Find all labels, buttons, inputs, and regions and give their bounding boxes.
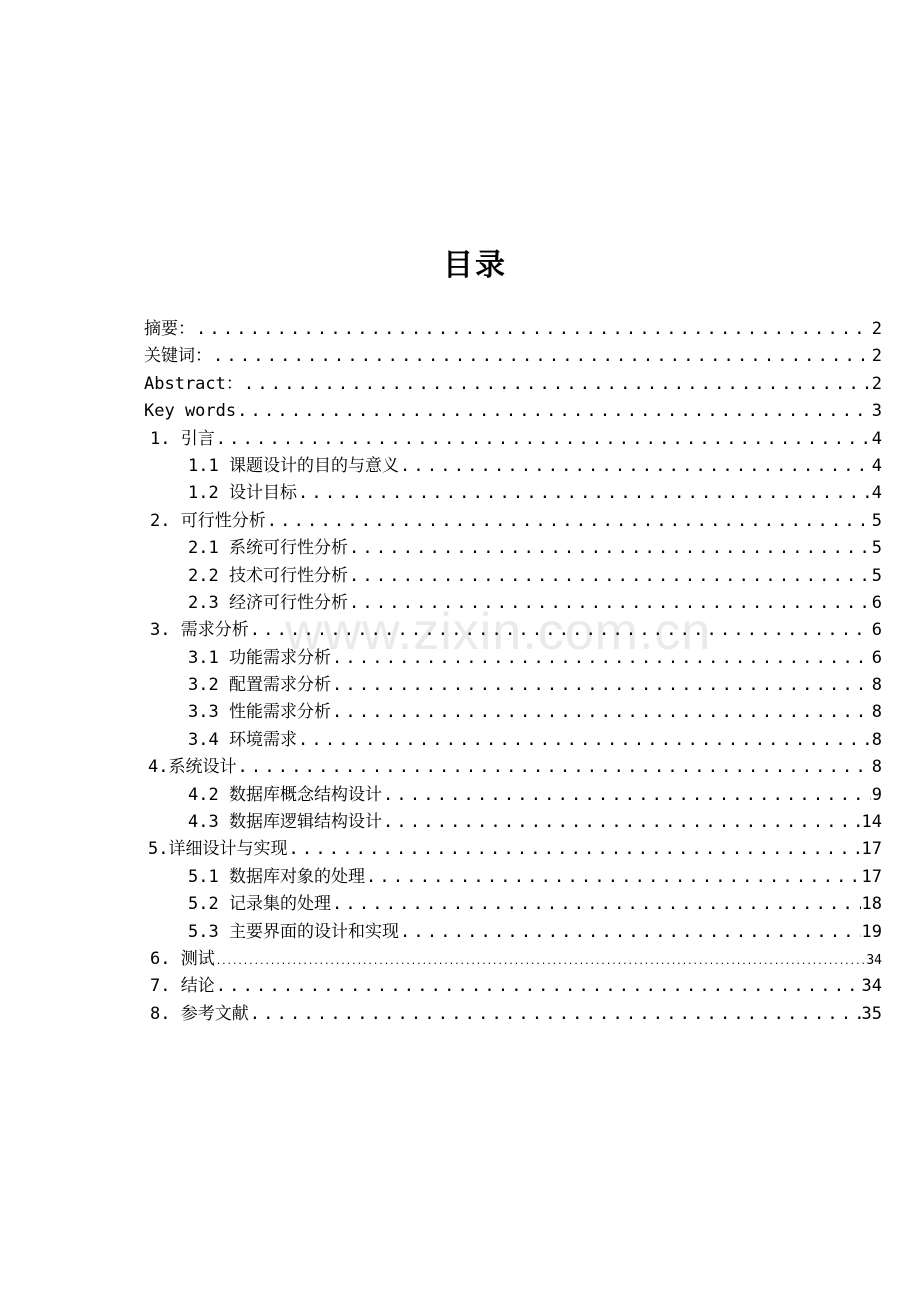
toc-dot-leader <box>213 343 871 370</box>
toc-entry[interactable] <box>144 919 882 946</box>
toc-entry-label: 1.2 设计目标 <box>188 483 297 504</box>
toc-dot-leader <box>298 727 871 754</box>
toc-dot-leader <box>216 949 866 976</box>
toc-entry-page-number: 2 <box>871 346 882 367</box>
toc-entry-page-number: 6 <box>871 647 882 668</box>
toc-entry[interactable] <box>144 371 882 398</box>
watermark: www.zixin.com.cn <box>285 603 712 661</box>
toc-dot-leader <box>383 782 871 809</box>
toc-entry-label: 4.系统设计 <box>148 757 237 778</box>
toc-entry[interactable] <box>144 1001 882 1028</box>
toc-entry[interactable] <box>144 563 882 590</box>
toc-entry[interactable] <box>144 645 882 672</box>
toc-entry[interactable] <box>144 864 882 891</box>
toc-entry-page-number: 2 <box>871 373 882 394</box>
toc-dot-leader <box>244 371 871 398</box>
toc-entry-label: 5.1 数据库对象的处理 <box>188 866 365 887</box>
toc-entry-page-number: 9 <box>871 784 882 805</box>
toc-dot-leader <box>250 617 871 644</box>
toc-entry[interactable] <box>144 508 882 535</box>
toc-entry-label: 3.3 性能需求分析 <box>188 702 331 723</box>
toc-entry-page-number: 5 <box>871 565 882 586</box>
toc-entry[interactable] <box>144 754 882 781</box>
toc-entry-page-number: 17 <box>861 866 882 887</box>
toc-entry-label: 4.2 数据库概念结构设计 <box>188 784 382 805</box>
toc-dot-leader <box>288 836 860 863</box>
toc-entry-label: 7. 结论 <box>150 976 215 997</box>
toc-entry[interactable] <box>144 453 882 480</box>
toc-dot-leader <box>332 645 871 672</box>
toc-entry-label: 关键词： <box>144 346 212 367</box>
toc-dot-leader <box>349 563 871 590</box>
toc-entry-label: 2.2 技术可行性分析 <box>188 565 348 586</box>
toc-entry-label: 6. 测试 <box>150 948 215 969</box>
toc-dot-leader <box>383 809 861 836</box>
toc-dot-leader <box>400 453 871 480</box>
page-title: 目录 <box>443 248 507 283</box>
toc-entry[interactable] <box>144 426 882 453</box>
toc-entry-page-number: 6 <box>871 620 882 641</box>
toc-dot-leader <box>349 535 871 562</box>
toc-dot-leader <box>250 1001 861 1028</box>
toc-entry-page-number: 19 <box>861 921 882 942</box>
toc-entry-page-number: 18 <box>861 894 882 915</box>
toc-entry-label: 5.3 主要界面的设计和实现 <box>188 921 399 942</box>
toc-entry-page-number: 34 <box>861 976 882 997</box>
toc-dot-leader <box>237 754 870 781</box>
toc-entry[interactable] <box>144 727 882 754</box>
toc-entry-page-number: 8 <box>871 757 882 778</box>
toc-dot-leader <box>366 864 861 891</box>
toc-entry-page-number: 3 <box>871 401 882 422</box>
toc-entry-label: 2. 可行性分析 <box>150 510 266 531</box>
toc-entry-page-number: 2 <box>871 319 882 339</box>
toc-entry-page-number: 4 <box>871 455 882 476</box>
toc-entry-label: 5.详细设计与实现 <box>148 839 288 860</box>
toc-entry[interactable] <box>144 782 882 809</box>
toc-entry-page-number: 4 <box>871 428 882 449</box>
toc-entry[interactable] <box>144 891 882 918</box>
toc-entry[interactable] <box>144 672 882 699</box>
toc-entry[interactable] <box>144 343 882 370</box>
toc-entry-page-number: 5 <box>871 510 882 531</box>
toc-dot-leader <box>332 891 861 918</box>
toc-entry-page-number: 4 <box>871 483 882 504</box>
toc-entry-label: 3.2 配置需求分析 <box>188 675 331 696</box>
toc-entry-label: 1. 引言 <box>150 428 215 449</box>
toc-entry[interactable] <box>144 836 882 863</box>
toc-entry-page-number: 14 <box>861 812 882 833</box>
toc-dot-leader <box>267 508 871 535</box>
table-of-contents <box>144 316 882 1028</box>
toc-entry-page-number: 8 <box>871 702 882 723</box>
toc-entry-page-number: 34 <box>866 952 882 968</box>
toc-entry-label: 2.3 经济可行性分析 <box>188 592 348 613</box>
toc-entry-page-number: 5 <box>871 538 882 559</box>
toc-entry[interactable] <box>144 809 882 836</box>
toc-entry-label: Abstract： <box>144 373 243 394</box>
toc-entry-page-number: 6 <box>871 592 882 613</box>
toc-entry-label: 3. 需求分析 <box>150 620 249 641</box>
toc-entry-label: 3.4 环境需求 <box>188 729 297 750</box>
toc-entry-label: 2.1 系统可行性分析 <box>188 538 348 559</box>
toc-entry-label: 摘要： <box>144 319 195 339</box>
toc-entry[interactable] <box>144 480 882 507</box>
toc-entry[interactable] <box>144 590 882 617</box>
toc-entry[interactable] <box>144 973 882 1000</box>
toc-dot-leader <box>332 672 871 699</box>
toc-entry[interactable] <box>144 316 882 343</box>
toc-entry-label: 1.1 课题设计的目的与意义 <box>188 455 399 476</box>
toc-dot-leader <box>349 590 871 617</box>
toc-dot-leader <box>400 919 861 946</box>
toc-entry-page-number: 35 <box>861 1003 882 1024</box>
toc-entry-page-number: 8 <box>871 729 882 750</box>
toc-dot-leader <box>332 699 871 726</box>
toc-dot-leader <box>237 398 871 425</box>
toc-entry-page-number: 8 <box>871 675 882 696</box>
toc-entry-page-number: 17 <box>861 839 882 860</box>
toc-entry-label: 8. 参考文献 <box>150 1003 249 1024</box>
toc-entry-label: 5.2 记录集的处理 <box>188 894 331 915</box>
toc-entry[interactable] <box>144 946 882 973</box>
toc-entry-label: 4.3 数据库逻辑结构设计 <box>188 812 382 833</box>
toc-entry[interactable] <box>144 617 882 644</box>
toc-entry[interactable] <box>144 699 882 726</box>
toc-entry[interactable] <box>144 398 882 425</box>
toc-entry[interactable] <box>144 535 882 562</box>
toc-entry-label: Key words <box>144 401 237 422</box>
toc-dot-leader <box>216 426 871 453</box>
toc-entry-label: 3.1 功能需求分析 <box>188 647 331 668</box>
toc-dot-leader <box>216 973 861 1000</box>
toc-dot-leader <box>196 316 871 343</box>
toc-dot-leader <box>298 480 871 507</box>
